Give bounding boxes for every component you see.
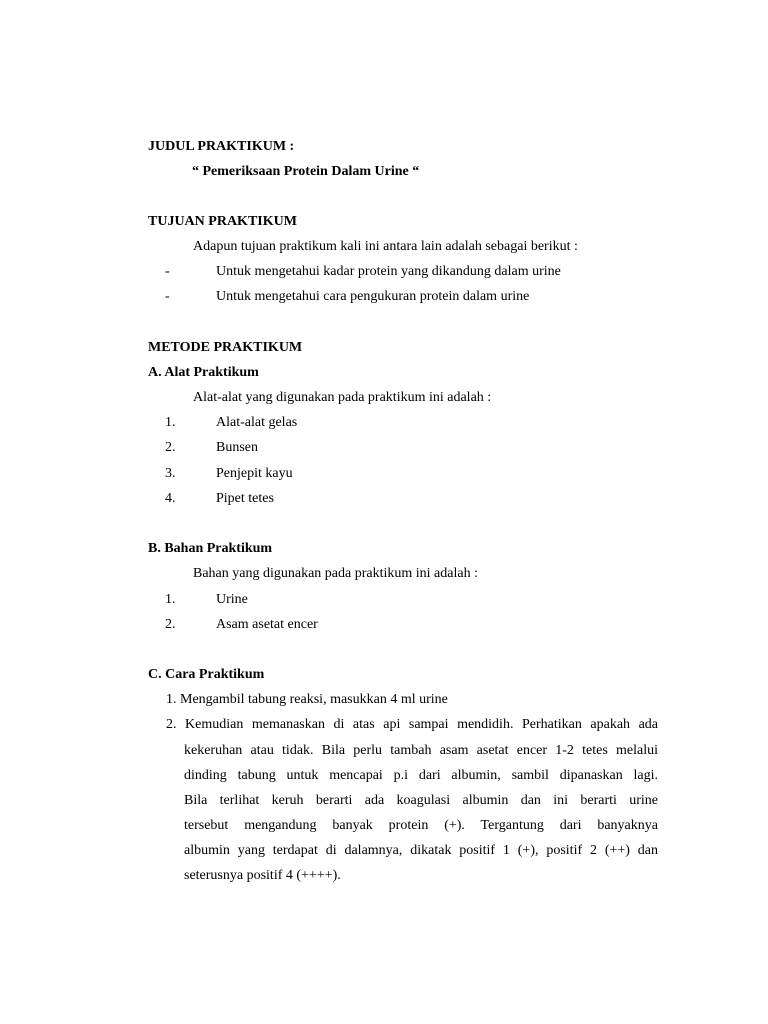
judul-title: “ Pemeriksaan Protein Dalam Urine “: [192, 164, 420, 179]
judul-heading: JUDUL PRAKTIKUM :: [148, 139, 295, 154]
alat-item-1-marker: 1.: [165, 415, 176, 430]
alat-item-2-text: Bunsen: [216, 440, 258, 455]
tujuan-heading: TUJUAN PRAKTIKUM: [148, 214, 297, 229]
cara-heading: C. Cara Praktikum: [148, 667, 265, 682]
tujuan-item-2-text: Untuk mengetahui cara pengukuran protein dalam urine: [216, 289, 530, 304]
cara-step-2-line-5: tersebut mengandung banyak protein (+). Tergantung dari banyaknya: [184, 818, 658, 833]
alat-item-4-text: Pipet tetes: [216, 491, 274, 506]
cara-step-2-line-3: dinding tabung untuk mencapai p.i dari albumin, sambil dipanaskan lagi.: [184, 768, 658, 783]
cara-step-2-line-2: kekeruhan atau tidak. Bila perlu tambah asam asetat encer 1-2 tetes melalui: [184, 743, 658, 758]
cara-step-2-line-4: Bila terlihat keruh berarti ada koagulasi albumin dan ini berarti urine: [184, 793, 658, 808]
alat-item-1-text: Alat-alat gelas: [216, 415, 298, 430]
bahan-item-1-marker: 1.: [165, 592, 176, 607]
bahan-item-2-text: Asam asetat encer: [216, 617, 318, 632]
bahan-item-1-text: Urine: [216, 592, 248, 607]
alat-item-2-marker: 2.: [165, 440, 176, 455]
cara-step-1: 1. Mengambil tabung reaksi, masukkan 4 ml urine: [166, 692, 448, 707]
tujuan-item-2-marker: -: [165, 289, 170, 304]
alat-item-3-marker: 3.: [165, 466, 176, 481]
cara-step-2-line-1: 2. Kemudian memanaskan di atas api sampai mendidih. Perhatikan apakah ada: [166, 717, 658, 732]
bahan-heading: B. Bahan Praktikum: [148, 541, 273, 556]
alat-intro: Alat-alat yang digunakan pada praktikum ini adalah :: [193, 390, 492, 405]
cara-step-2-line-7: seterusnya positif 4 (++++).: [184, 868, 341, 883]
bahan-item-2-marker: 2.: [165, 617, 176, 632]
bahan-intro: Bahan yang digunakan pada praktikum ini adalah :: [193, 566, 478, 581]
alat-item-3-text: Penjepit kayu: [216, 466, 293, 481]
tujuan-intro: Adapun tujuan praktikum kali ini antara lain adalah sebagai berikut :: [193, 239, 578, 254]
tujuan-item-1-marker: -: [165, 264, 170, 279]
cara-step-2-line-6: albumin yang terdapat di dalamnya, dikatak positif 1 (+), positif 2 (++) dan: [184, 843, 658, 858]
tujuan-item-1-text: Untuk mengetahui kadar protein yang dikandung dalam urine: [216, 264, 561, 279]
alat-item-4-marker: 4.: [165, 491, 176, 506]
metode-heading: METODE PRAKTIKUM: [148, 340, 303, 355]
alat-heading: A. Alat Praktikum: [148, 365, 259, 380]
